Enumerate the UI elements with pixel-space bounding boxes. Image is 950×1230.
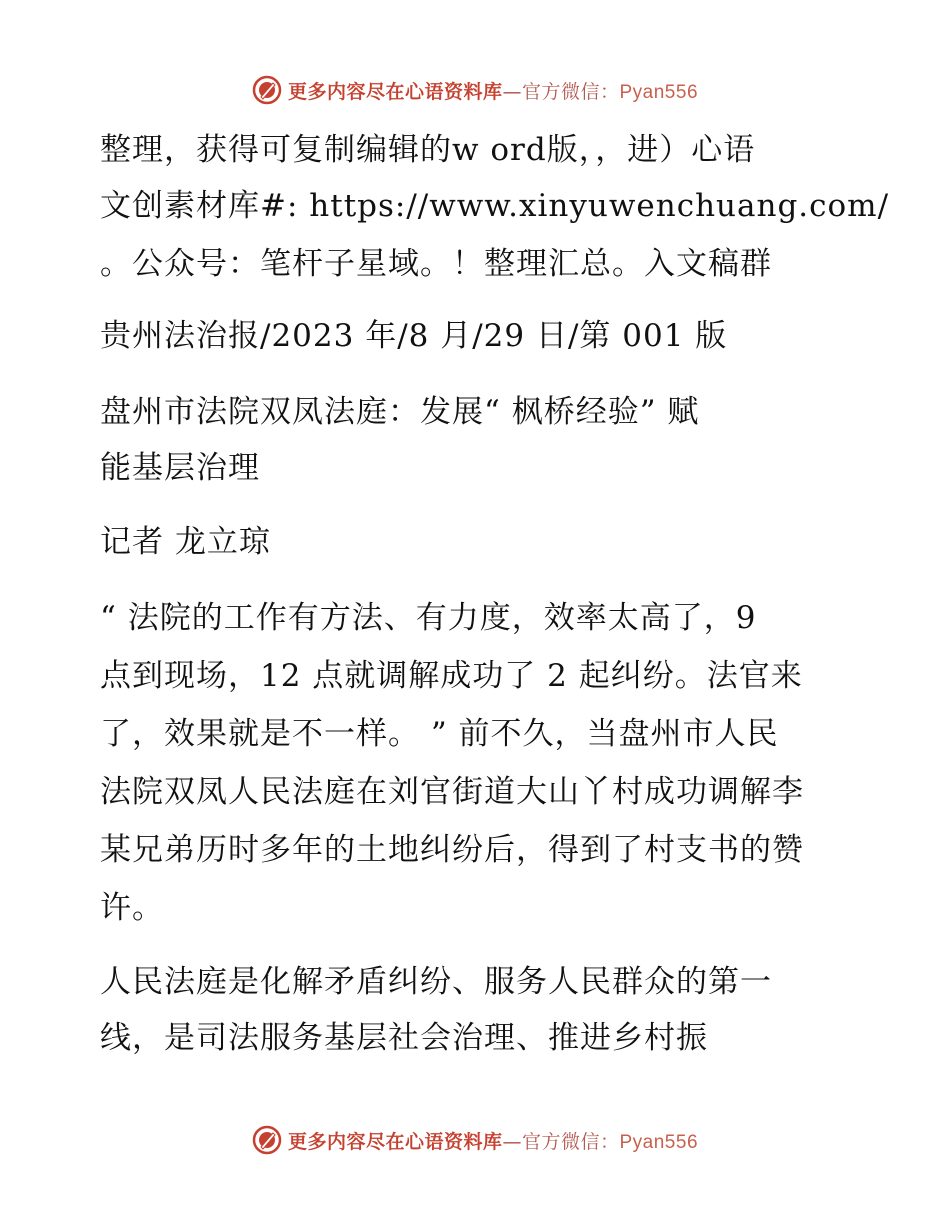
banner-wechat-id: Pyan556 [619,1131,699,1153]
text-line: 整理，获得可复制编辑的w ord版，，进）心语 [100,132,756,168]
paragraph-line: 点到现场，12 点就调解成功了 2 起纠纷。法官来 [100,658,803,694]
banner-dash: — [502,1130,522,1153]
paragraph-line: 了，效果就是不一样。 ” 前不久，当盘州市人民 [100,716,779,752]
paragraph-line: 许。 [100,890,164,926]
banner-dash: — [502,80,522,103]
text-line: 。公众号：笔杆子星域。！整理汇总。入文稿群 [100,246,772,282]
banner-text [288,1127,698,1154]
banner-wechat-id: Pyan556 [619,81,699,103]
source-line: 贵州法治报/2023 年/8 月/29 日/第 001 版 [100,318,728,354]
banner-site-text: 更多内容尽在心语资料库 [287,1130,503,1153]
author-line: 记者 龙立琼 [100,524,271,560]
paragraph-line: 线，是司法服务基层社会治理、推进乡村振 [100,1020,708,1056]
header-banner [0,70,950,110]
banner-text [288,77,698,104]
paragraph-line: 某兄弟历时多年的土地纠纷后，得到了村支书的赞 [100,832,804,868]
banner-wechat-label: 官方微信： [521,80,620,103]
paragraph-line: 法院双凤人民法庭在刘官街道大山丫村成功调解李 [100,774,804,810]
article-title-cont: 能基层治理 [100,450,260,486]
pen-logo-icon [252,1125,282,1155]
article-title: 盘州市法院双凤法庭：发展“ 枫桥经验” 赋 [100,394,700,430]
paragraph-line: 人民法庭是化解矛盾纠纷、服务人民群众的第一 [100,964,772,1000]
pen-logo-icon [252,75,282,105]
text-line: 文创素材库#: https://www.xinyuwenchuang.com/ [100,188,890,224]
banner-site-text: 更多内容尽在心语资料库 [287,80,503,103]
paragraph-line: “ 法院的工作有方法、有力度，效率太高了，9 [100,600,757,636]
banner-wechat-label: 官方微信： [521,1130,620,1153]
footer-banner [0,1120,950,1160]
